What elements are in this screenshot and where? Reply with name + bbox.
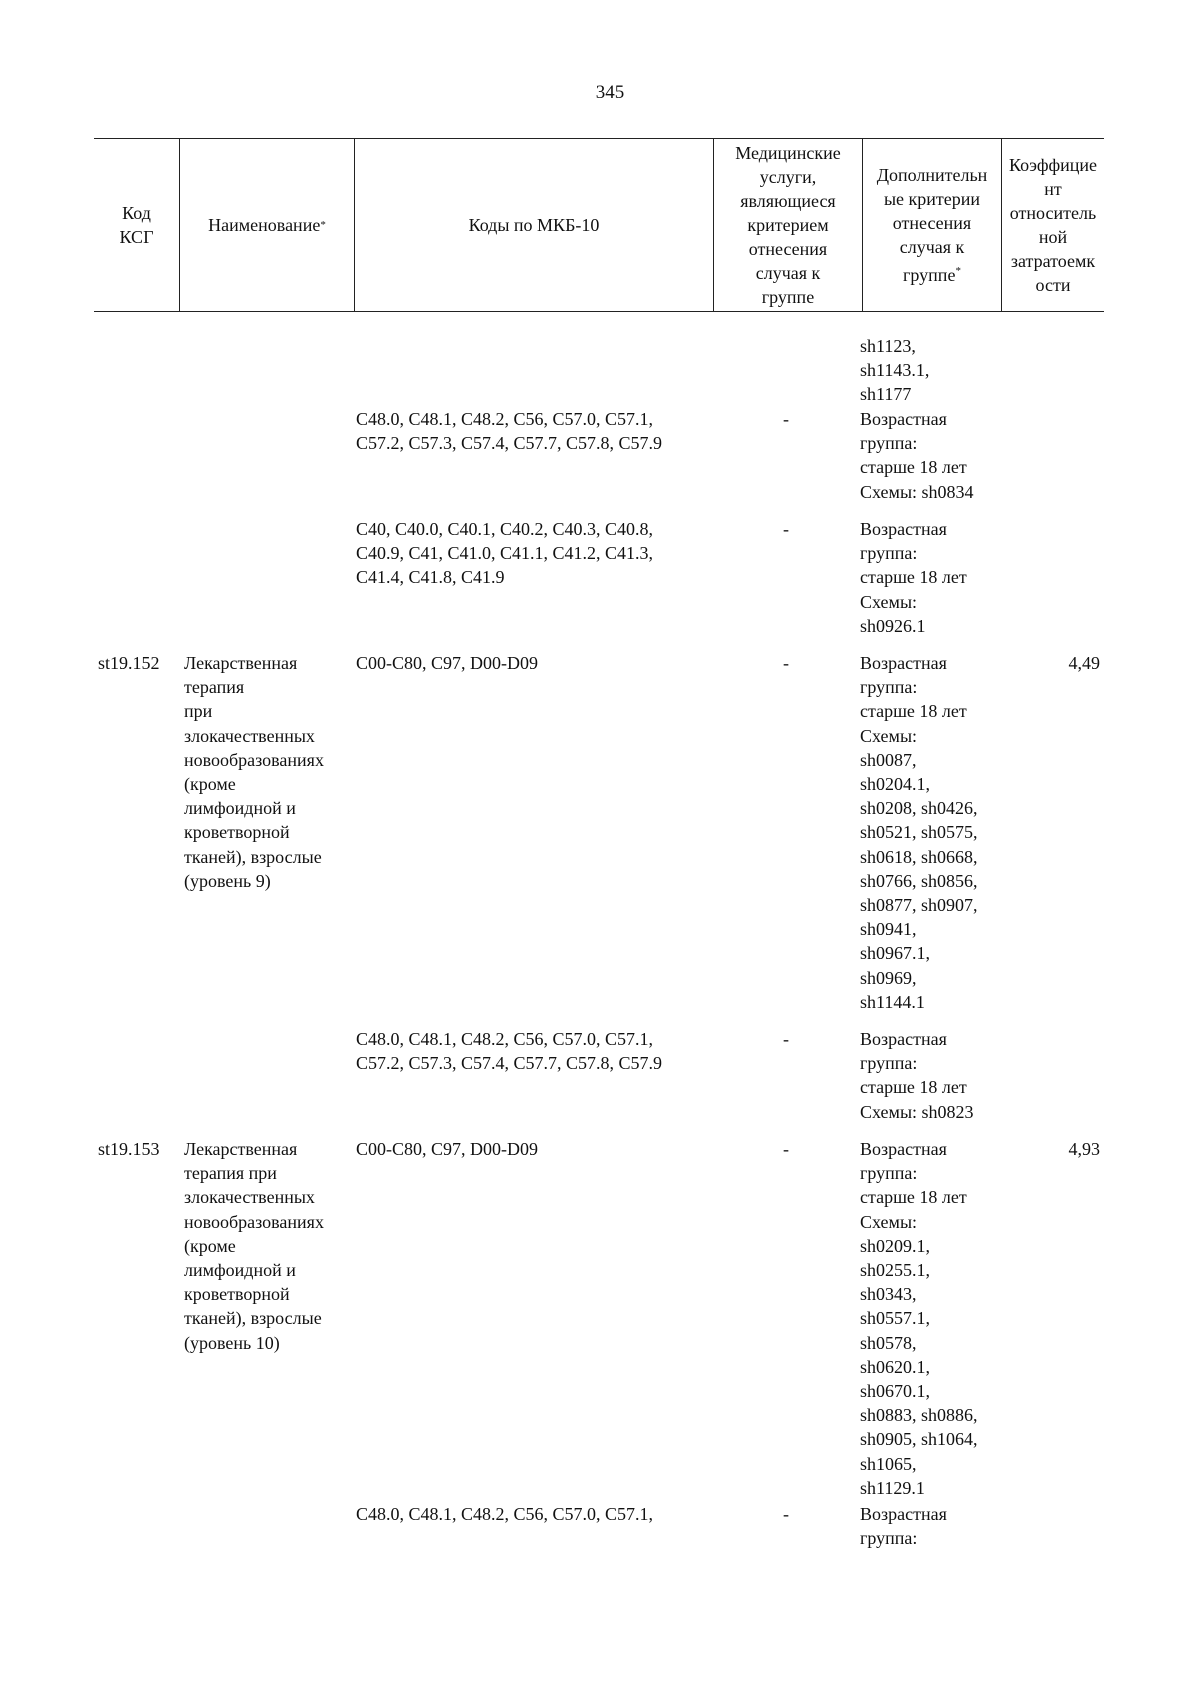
cell-name: Лекарственная терапия при злокачественных новообразованиях (кроме лимфоидной и кроветворной тканей), взрослые (уровень 9) — [184, 653, 324, 891]
header-med-services — [714, 139, 862, 311]
cell-icd: C00-C80, C97, D00-D09 — [356, 653, 539, 673]
cell-coef: 4,93 — [1068, 1139, 1100, 1159]
table-row — [0, 407, 1200, 517]
cell-extra: Возрастная группа: старше 18 лет Схемы: sh0926.1 — [860, 519, 967, 636]
header-extra-mark: * — [955, 265, 961, 277]
header-med-label: Медицинские услуги, являющиеся критерием отнесения случая к группе — [735, 143, 841, 307]
table-header — [94, 138, 1104, 312]
cell-med: - — [783, 653, 789, 673]
header-icd — [355, 139, 713, 311]
table-row — [0, 1137, 1200, 1502]
cell-extra: sh1123, sh1143.1, sh1177 — [860, 336, 930, 405]
cell-med: - — [783, 1139, 789, 1159]
header-coefficient — [1002, 139, 1104, 311]
header-code — [94, 139, 179, 311]
cell-extra: Возрастная группа: старше 18 лет Схемы: sh0823 — [860, 1029, 974, 1122]
table-row — [0, 334, 1200, 407]
header-coef-label: Коэффицие нт относитель ной затратоемк ости — [1008, 155, 1098, 295]
header-code-label: Код КСГ — [119, 203, 154, 247]
table-row — [0, 1502, 1200, 1562]
header-extra-criteria — [863, 139, 1001, 311]
cell-coef: 4,49 — [1068, 653, 1100, 673]
cell-icd: C48.0, C48.1, C48.2, C56, C57.0, C57.1, C57.2, C57.3, C57.4, C57.7, C57.8, C57.9 — [356, 409, 663, 454]
cell-code: st19.153 — [98, 1139, 160, 1159]
table-body — [0, 334, 1200, 1562]
cell-icd: C00-C80, C97, D00-D09 — [356, 1139, 539, 1159]
cell-med: - — [783, 409, 789, 429]
cell-extra: Возрастная группа: старше 18 лет Схемы: sh0209.1, sh0255.1, sh0343, sh0557.1, sh0578, sh0620.1, sh0670.1, sh0883, sh0886, sh0905, sh1064, sh1065, sh1129.1 — [860, 1139, 978, 1498]
cell-med: - — [783, 1504, 789, 1524]
header-icd-label: Коды по МКБ-10 — [468, 215, 600, 235]
table-row — [0, 1027, 1200, 1137]
header-extra-label: Дополнительн ые критерии отнесения случая к группе — [876, 165, 988, 285]
cell-icd: C40, C40.0, C40.1, C40.2, C40.3, C40.8, C40.9, C41, C41.0, C41.1, C41.2, C41.3, C41.4, C41.8, C41.9 — [356, 519, 654, 588]
cell-name: Лекарственная терапия при злокачественных новообразованиях (кроме лимфоидной и кроветворной тканей), взрослые (уровень 10) — [184, 1139, 324, 1353]
cell-icd: C48.0, C48.1, C48.2, C56, C57.0, C57.1, C57.2, C57.3, C57.4, C57.7, C57.8, C57.9 — [356, 1029, 663, 1074]
cell-icd: C48.0, C48.1, C48.2, C56, C57.0, C57.1, — [356, 1504, 654, 1524]
header-name — [180, 139, 354, 311]
cell-extra: Возрастная группа: старше 18 лет Схемы: sh0087, sh0204.1, sh0208, sh0426, sh0521, sh0575, sh0618, sh0668, sh0766, sh0856, sh0877, sh0907, sh0941, sh0967.1, sh0969, sh1144.1 — [860, 653, 978, 1012]
table-row — [0, 651, 1200, 1027]
page-number: 345 — [595, 82, 625, 103]
table-row — [0, 517, 1200, 651]
cell-med: - — [783, 1029, 789, 1049]
cell-extra: Возрастная группа: — [860, 1504, 947, 1549]
cell-extra: Возрастная группа: старше 18 лет Схемы: sh0834 — [860, 409, 974, 502]
cell-code: st19.152 — [98, 653, 160, 673]
header-name-label: Наименование — [208, 215, 321, 235]
header-name-mark: * — [320, 219, 326, 231]
cell-med: - — [783, 519, 789, 539]
